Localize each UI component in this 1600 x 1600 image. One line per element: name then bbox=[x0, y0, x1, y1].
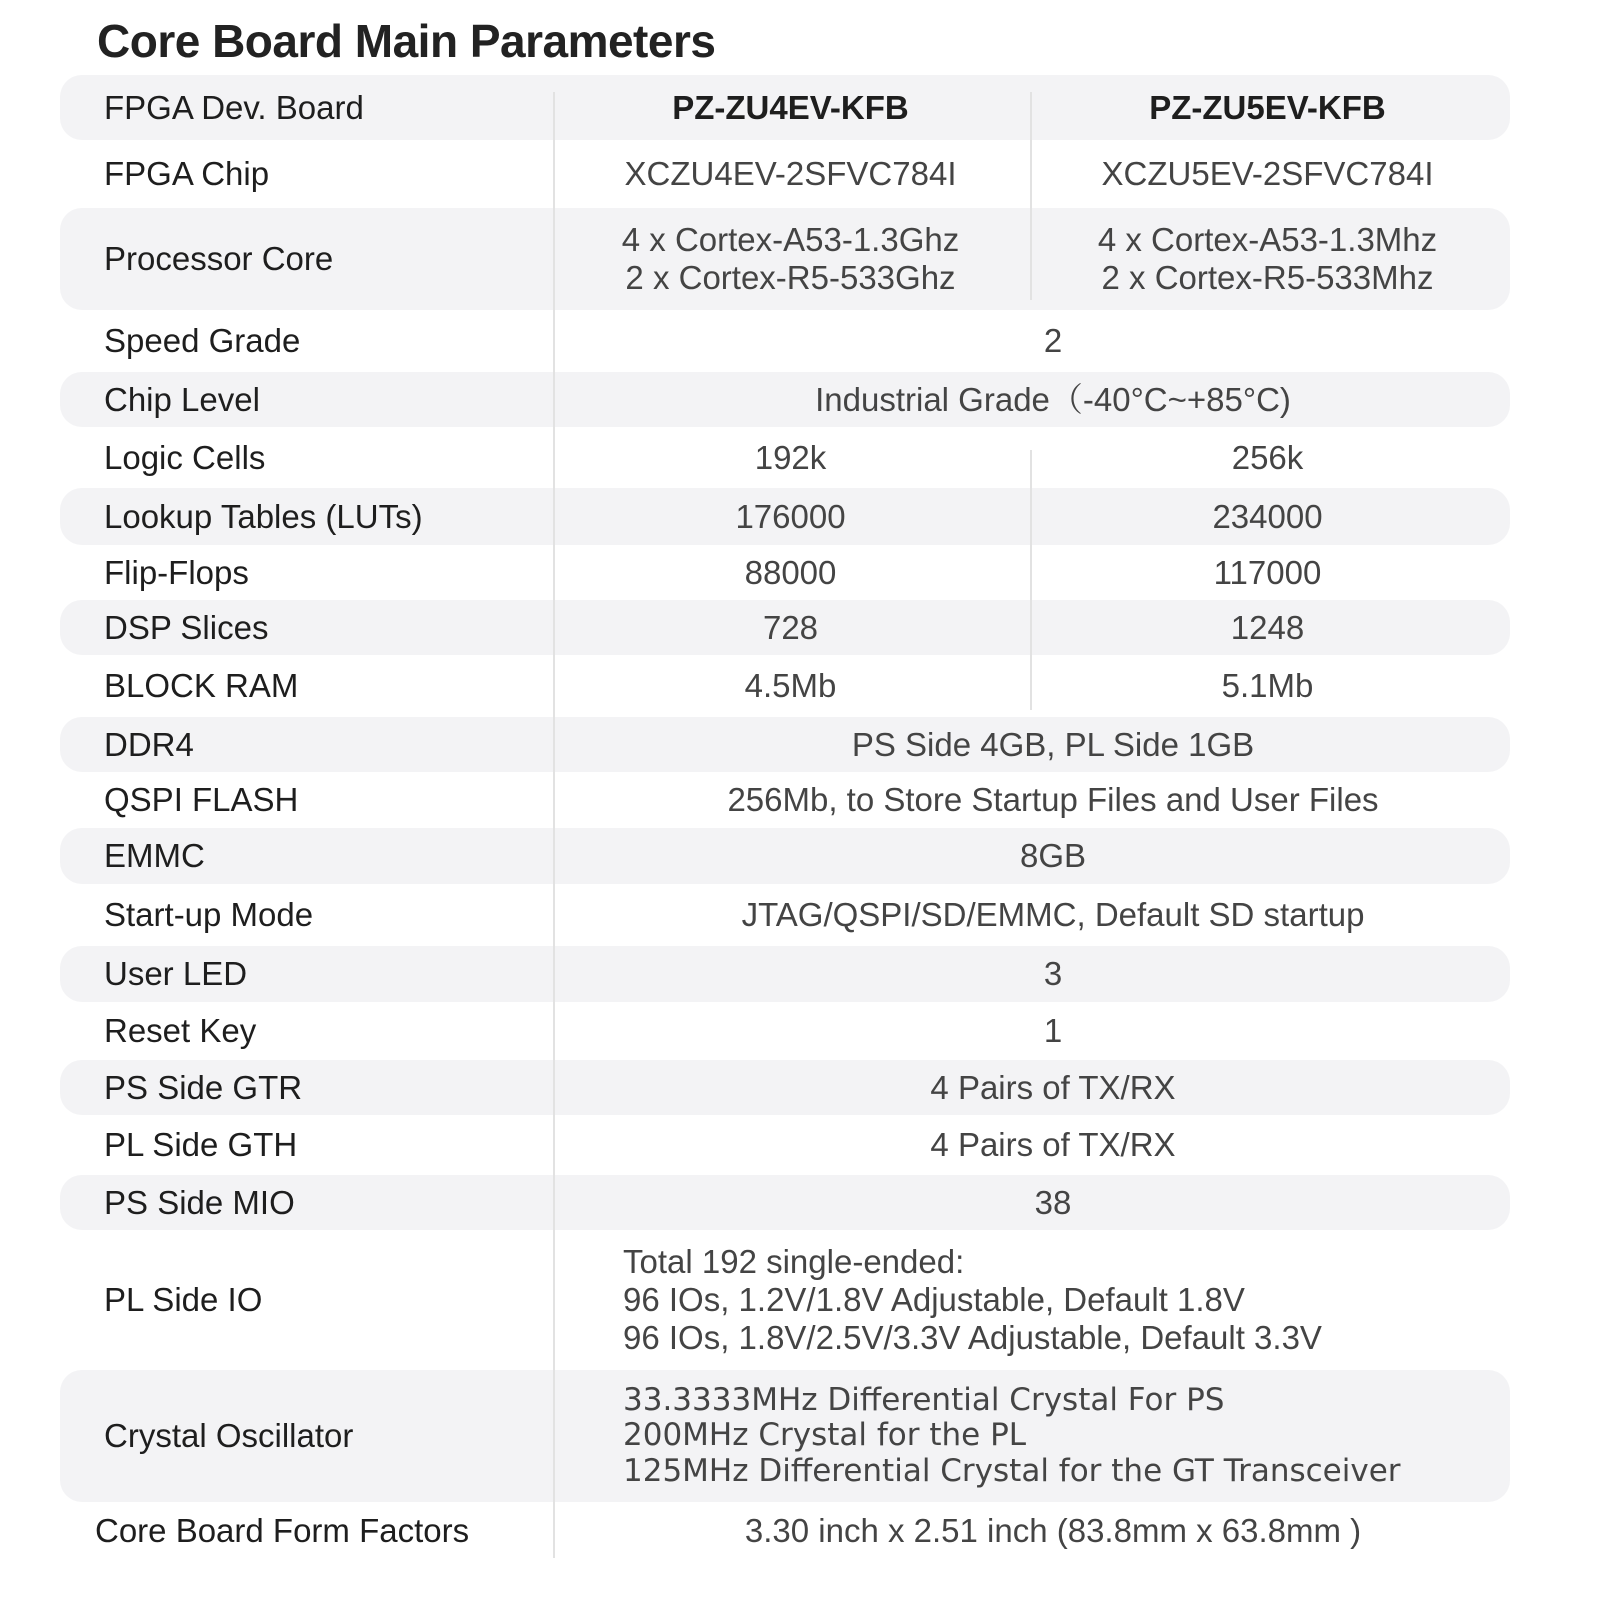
value-line: Total 192 single-ended: bbox=[623, 1243, 965, 1281]
table-row bbox=[60, 1370, 1510, 1502]
value-line: 96 IOs, 1.8V/2.5V/3.3V Adjustable, Default 3.3V bbox=[623, 1318, 1322, 1356]
column-divider bbox=[1030, 92, 1032, 300]
row-label: EMMC bbox=[104, 837, 205, 875]
value-zu4ev: 4.5Mb bbox=[744, 667, 837, 705]
value-merged: 4 Pairs of TX/RX bbox=[930, 1068, 1176, 1106]
table-row bbox=[60, 208, 1510, 310]
value-zu5ev: 234000 bbox=[1212, 497, 1323, 535]
row-label: PL Side IO bbox=[104, 1281, 263, 1319]
value-merged: 8GB bbox=[1019, 837, 1087, 875]
row-label: FPGA Chip bbox=[104, 155, 270, 193]
row-label: BLOCK RAM bbox=[104, 667, 299, 705]
row-label: PL Side GTH bbox=[104, 1126, 298, 1164]
value-merged: 2 bbox=[1043, 322, 1063, 360]
value-merged: 256Mb, to Store Startup Files and User Files bbox=[727, 781, 1379, 819]
value-line: 2 x Cortex-R5-533Ghz bbox=[625, 259, 956, 296]
value-line: 33.3333MHz Differential Crystal For PS bbox=[623, 1381, 1225, 1418]
value-zu4ev bbox=[553, 208, 1028, 310]
table-row bbox=[60, 717, 1510, 772]
row-label: Lookup Tables (LUTs) bbox=[104, 497, 423, 535]
value-zu4ev: PZ-ZU4EV-KFB bbox=[672, 88, 909, 126]
value-line: 2 x Cortex-R5-533Mhz bbox=[1101, 259, 1434, 296]
value-zu5ev bbox=[1030, 208, 1505, 310]
value-merged: 4 Pairs of TX/RX bbox=[930, 1126, 1176, 1164]
table-row bbox=[60, 545, 1510, 600]
value-line: 4 x Cortex-A53-1.3Ghz bbox=[621, 221, 960, 259]
row-label: Logic Cells bbox=[104, 438, 266, 476]
table-row bbox=[60, 488, 1510, 545]
page-title: Core Board Main Parameters bbox=[97, 15, 716, 67]
row-label: Core Board Form Factors bbox=[95, 1512, 470, 1550]
value-line: 4 x Cortex-A53-1.3Mhz bbox=[1097, 221, 1438, 259]
table-row bbox=[60, 140, 1510, 208]
row-label: Start-up Mode bbox=[104, 896, 314, 934]
table-row bbox=[60, 655, 1510, 717]
value-merged bbox=[623, 1370, 1490, 1502]
row-label: QSPI FLASH bbox=[104, 781, 299, 819]
value-zu4ev: 192k bbox=[754, 438, 827, 476]
table-row bbox=[60, 372, 1510, 427]
value-line: 96 IOs, 1.2V/1.8V Adjustable, Default 1.8V bbox=[623, 1281, 1245, 1319]
table-row bbox=[60, 828, 1510, 884]
row-label: Crystal Oscillator bbox=[104, 1417, 354, 1455]
value-merged: PS Side 4GB, PL Side 1GB bbox=[851, 725, 1255, 763]
column-divider bbox=[1030, 450, 1032, 710]
table-row bbox=[60, 75, 1510, 140]
value-zu5ev: 5.1Mb bbox=[1221, 667, 1314, 705]
value-zu4ev: 176000 bbox=[735, 497, 846, 535]
value-zu5ev: 256k bbox=[1231, 438, 1304, 476]
table-row bbox=[60, 427, 1510, 488]
table-row bbox=[60, 1230, 1510, 1370]
row-label: DSP Slices bbox=[104, 608, 269, 646]
value-merged: 3.30 inch x 2.51 inch (83.8mm x 63.8mm ) bbox=[744, 1512, 1362, 1550]
table-row bbox=[60, 772, 1510, 828]
value-line: 200MHz Crystal for the PL bbox=[623, 1417, 1027, 1454]
value-zu5ev: XCZU5EV-2SFVC784I bbox=[1101, 155, 1434, 193]
table-row bbox=[60, 1502, 1510, 1560]
table-row bbox=[60, 1175, 1510, 1230]
value-merged bbox=[623, 1230, 1490, 1370]
row-label: PS Side MIO bbox=[104, 1183, 295, 1221]
row-label: Speed Grade bbox=[104, 322, 301, 360]
row-label: Reset Key bbox=[104, 1012, 257, 1050]
row-label: FPGA Dev. Board bbox=[104, 88, 364, 126]
row-label: User LED bbox=[104, 955, 248, 993]
table-row bbox=[60, 1002, 1510, 1060]
row-label: Processor Core bbox=[104, 240, 334, 278]
table-row bbox=[60, 600, 1510, 655]
table-row bbox=[60, 1060, 1510, 1115]
table-row bbox=[60, 1115, 1510, 1175]
value-zu5ev: 1248 bbox=[1230, 608, 1305, 646]
value-zu4ev: 728 bbox=[762, 608, 819, 646]
row-label: DDR4 bbox=[104, 725, 194, 763]
row-label: Chip Level bbox=[104, 380, 260, 418]
value-zu4ev: 88000 bbox=[744, 553, 837, 591]
value-merged: 1 bbox=[1043, 1012, 1063, 1050]
value-zu5ev: 117000 bbox=[1213, 553, 1322, 591]
value-zu4ev: XCZU4EV-2SFVC784I bbox=[624, 155, 957, 193]
row-label: PS Side GTR bbox=[104, 1068, 303, 1106]
table-row bbox=[60, 310, 1510, 372]
column-divider bbox=[553, 92, 555, 1558]
value-merged: Industrial Grade（-40°C~+85°C) bbox=[815, 380, 1291, 418]
value-zu5ev: PZ-ZU5EV-KFB bbox=[1149, 88, 1386, 126]
value-line: 125MHz Differential Crystal for the GT Transceiver bbox=[623, 1452, 1401, 1489]
value-merged: JTAG/QSPI/SD/EMMC, Default SD startup bbox=[741, 896, 1365, 934]
table-row bbox=[60, 946, 1510, 1002]
value-merged: 3 bbox=[1043, 955, 1063, 993]
value-merged: 38 bbox=[1034, 1183, 1072, 1221]
row-label: Flip-Flops bbox=[104, 553, 249, 591]
table-row bbox=[60, 884, 1510, 946]
